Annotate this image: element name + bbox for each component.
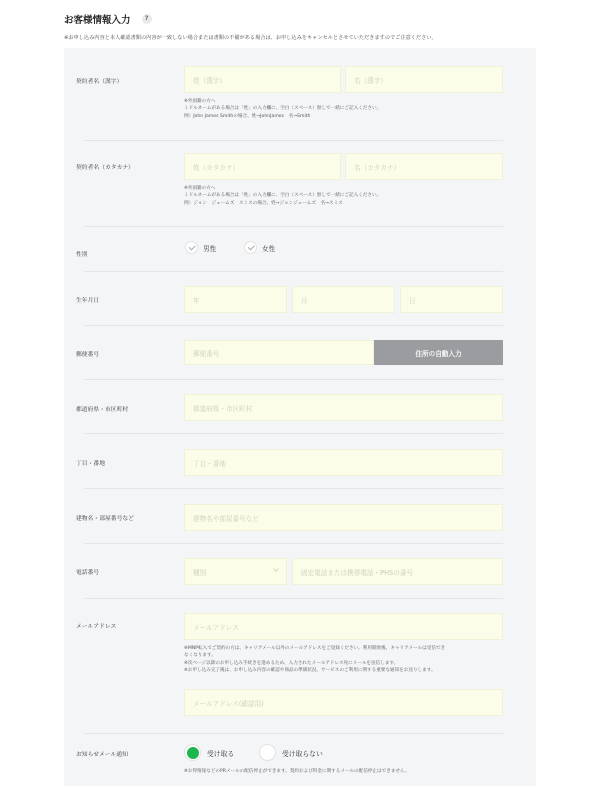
row-divider <box>84 433 503 434</box>
building-input[interactable]: 建物名や部屋番号など <box>184 504 503 531</box>
email-confirm-input[interactable]: メールアドレス(確認用) <box>184 689 503 716</box>
radio-button[interactable] <box>259 744 276 761</box>
form-header <box>64 8 544 41</box>
row-divider <box>84 226 503 227</box>
postal-label: 郵便番号 <box>76 352 100 358</box>
newsletter-label: お知らせメール通知 <box>76 752 128 758</box>
hint-line: ※MNP転入でご契約の方は、キャリアメール以外のメールアドレスをご登録ください。利用開始後、キャリアメールは受信でき <box>184 646 446 651</box>
help-icon[interactable]: ? <box>142 14 152 24</box>
email-hint <box>184 645 445 675</box>
name-kana-label: 契約者名（カタカナ） <box>76 165 134 171</box>
name-kanji-label: 契約者名（漢字） <box>76 79 123 85</box>
gender-male-label: 男性 <box>203 244 217 253</box>
hint-line: ※次ページ以降のお申し込み手続きを進めるため、入力されたメールアドレス宛にメールを送信します。 <box>184 660 399 666</box>
chome-label: 丁目・番地 <box>76 461 105 467</box>
hint-line: ※お申し込み完了後は、お申し込み内容の確認や商品の準備状況、サービスのご利用に関する重要な通知をお送りします。 <box>184 668 436 674</box>
last-name-kana-input[interactable]: 姓（カタカナ） <box>184 153 341 180</box>
hint-line: ※外国籍の方へ <box>184 186 216 191</box>
chevron-down-icon <box>273 566 279 572</box>
newsletter-decline-option[interactable] <box>259 744 323 761</box>
radio-button-selected[interactable] <box>184 744 201 761</box>
phone-type-value: 種別 <box>193 568 207 577</box>
birth-month-input[interactable]: 月 <box>292 286 395 313</box>
newsletter-decline-label: 受け取らない <box>282 749 323 758</box>
hint-line: ミドルネームがある場合は「姓」の入力欄に、空白（スペース）無しで一緒にご記入ください。 <box>184 193 382 199</box>
birthdate-label: 生年月日 <box>76 298 100 304</box>
chome-input[interactable]: 丁目・番地 <box>184 449 503 476</box>
name-kanji-hint <box>184 98 381 120</box>
checkbox[interactable] <box>244 241 257 254</box>
hint-line: 例）ジョン ジェームズ スミスの場合、姓→ジョンジェームズ 名→スミス <box>184 200 343 206</box>
row-divider <box>84 325 503 326</box>
row-divider <box>84 543 503 544</box>
name-kana-hint <box>184 185 381 207</box>
building-label: 建物名・部屋番号など <box>76 516 134 522</box>
row-divider <box>84 488 503 489</box>
row-divider <box>84 733 503 734</box>
email-label: メールアドレス <box>76 624 117 630</box>
gender-label: 性別 <box>76 252 88 258</box>
hint-line: なくなります。 <box>184 653 216 659</box>
checkmark-icon <box>247 243 254 250</box>
customer-form-panel <box>64 48 536 786</box>
prefecture-input[interactable]: 都道府県・市区町村 <box>184 394 503 421</box>
row-divider <box>84 271 503 272</box>
first-name-kanji-input[interactable]: 名（漢字） <box>345 66 503 93</box>
phone-number-input[interactable]: 固定電話または携帯電話・PHSの番号 <box>292 558 503 585</box>
checkmark-icon <box>188 243 195 250</box>
first-name-kana-input[interactable]: 名（カタカナ） <box>345 153 503 180</box>
row-divider <box>84 140 503 141</box>
hint-line: 例）John James Smithの場合、姓→JohnJames 名→Smith <box>184 113 311 119</box>
page-title: お客様情報入力 <box>64 14 131 26</box>
phone-label: 電話番号 <box>76 570 100 576</box>
notice-text: ※お申し込み内容と本人確認書類の内容が一致しない場合または書類の不備がある場合は、お申し込みをキャンセルとさせていただきますのでご注意ください。 <box>64 35 437 41</box>
gender-male-option[interactable] <box>185 241 216 254</box>
checkbox[interactable] <box>185 241 198 254</box>
email-input[interactable]: メールアドレス <box>184 613 503 640</box>
birth-year-input[interactable]: 年 <box>184 286 287 313</box>
newsletter-accept-option[interactable] <box>184 744 234 761</box>
phone-type-select[interactable] <box>184 558 287 585</box>
address-autofill-button[interactable]: 住所の自動入力 <box>374 340 503 365</box>
birth-day-input[interactable]: 日 <box>400 286 503 313</box>
gender-female-label: 女性 <box>262 244 276 253</box>
newsletter-hint: ※お得情報などのPRメールの配信停止ができます。契約および料金に関するメールの配信停止はできません。 <box>184 769 410 774</box>
newsletter-accept-label: 受け取る <box>207 749 235 758</box>
row-divider <box>84 598 503 599</box>
postal-code-input[interactable]: 郵便番号 <box>184 340 374 365</box>
prefecture-label: 都道府県・市区町村 <box>76 407 129 413</box>
row-divider <box>84 379 503 380</box>
gender-female-option[interactable] <box>244 241 275 254</box>
hint-line: ミドルネームがある場合は「姓」の入力欄に、空白（スペース）無しで一緒にご記入ください。 <box>184 106 382 112</box>
last-name-kanji-input[interactable]: 姓（漢字） <box>184 66 341 93</box>
radio-selected-dot <box>187 747 199 759</box>
hint-line: ※外国籍の方へ <box>184 99 216 104</box>
